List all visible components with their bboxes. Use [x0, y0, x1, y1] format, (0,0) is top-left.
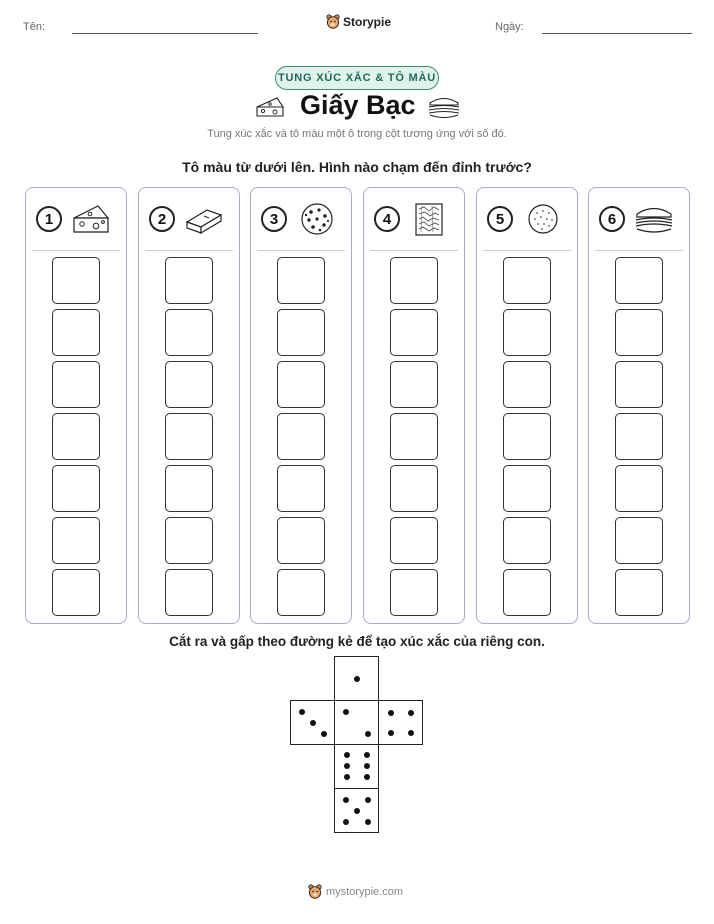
- sandwich-icon: [427, 93, 461, 121]
- color-cell[interactable]: [390, 257, 438, 304]
- column-number: 6: [599, 206, 625, 232]
- cookie-icon: [295, 202, 337, 236]
- column-2: [138, 187, 240, 624]
- page-title: Giấy Bạc: [300, 90, 416, 120]
- storypie-logo: [326, 14, 391, 30]
- color-cell[interactable]: [52, 361, 100, 408]
- die-face-5: [334, 788, 379, 833]
- color-cell[interactable]: [165, 361, 213, 408]
- column-1: [25, 187, 127, 624]
- footer-url: mystorypie.com: [326, 886, 404, 898]
- date-label: Ngày:: [495, 21, 524, 33]
- column-number: 5: [487, 206, 513, 232]
- column-number: 4: [374, 206, 400, 232]
- footer: [308, 884, 403, 900]
- die-face-3: [290, 700, 335, 745]
- column-4: [363, 187, 465, 624]
- color-cell[interactable]: [615, 517, 663, 564]
- color-cell[interactable]: [503, 257, 551, 304]
- coloring-instruction: Tô màu từ dưới lên. Hình nào chạm đến đỉnh trước?: [182, 159, 532, 175]
- color-cell[interactable]: [615, 257, 663, 304]
- bear-icon: [308, 884, 322, 900]
- cut-instruction: Cắt ra và gấp theo đường kẻ để tạo xúc xắc của riêng con.: [169, 634, 545, 649]
- sandwich-icon: [633, 202, 675, 236]
- column-number: 1: [36, 206, 62, 232]
- column-6: [588, 187, 690, 624]
- color-cell[interactable]: [390, 309, 438, 356]
- cheese-icon: [255, 95, 285, 119]
- column-5: [476, 187, 578, 624]
- color-cell[interactable]: [165, 413, 213, 460]
- color-cell[interactable]: [615, 413, 663, 460]
- butter-icon: [183, 202, 225, 236]
- column-number: 2: [149, 206, 175, 232]
- color-cell[interactable]: [277, 569, 325, 616]
- date-line: [542, 33, 692, 34]
- brand-name: Storypie: [343, 15, 392, 29]
- color-cell[interactable]: [503, 465, 551, 512]
- color-cell[interactable]: [277, 517, 325, 564]
- foil-sheet-icon: [408, 202, 450, 236]
- color-cell[interactable]: [390, 413, 438, 460]
- color-cell[interactable]: [277, 257, 325, 304]
- color-cell[interactable]: [52, 517, 100, 564]
- color-cell[interactable]: [390, 569, 438, 616]
- color-cell[interactable]: [52, 569, 100, 616]
- color-cell[interactable]: [390, 361, 438, 408]
- die-face-4: [378, 700, 423, 745]
- die-face-6: [334, 744, 379, 789]
- color-cell[interactable]: [277, 361, 325, 408]
- die-face-1: [334, 656, 379, 701]
- color-cell[interactable]: [52, 413, 100, 460]
- color-cell[interactable]: [503, 413, 551, 460]
- color-cell[interactable]: [615, 465, 663, 512]
- color-cell[interactable]: [52, 465, 100, 512]
- cracker-icon: [521, 202, 563, 236]
- color-cell[interactable]: [390, 465, 438, 512]
- color-cell[interactable]: [615, 361, 663, 408]
- color-cell[interactable]: [52, 257, 100, 304]
- column-number: 3: [261, 206, 287, 232]
- name-line: [72, 33, 258, 34]
- bear-icon: [326, 14, 340, 30]
- color-cell[interactable]: [390, 517, 438, 564]
- color-cell[interactable]: [277, 309, 325, 356]
- color-cell[interactable]: [615, 309, 663, 356]
- color-cell[interactable]: [277, 465, 325, 512]
- color-cell[interactable]: [503, 517, 551, 564]
- color-cell[interactable]: [165, 257, 213, 304]
- page-subtitle: Tung xúc xắc và tô màu một ô trong cột tương ứng với số đó.: [207, 128, 507, 140]
- color-cell[interactable]: [503, 361, 551, 408]
- color-cell[interactable]: [615, 569, 663, 616]
- activity-badge: TUNG XÚC XẮC & TÔ MÀU: [275, 66, 439, 90]
- color-cell[interactable]: [503, 309, 551, 356]
- color-cell[interactable]: [52, 309, 100, 356]
- color-cell[interactable]: [277, 413, 325, 460]
- color-cell[interactable]: [503, 569, 551, 616]
- color-cell[interactable]: [165, 309, 213, 356]
- column-3: [250, 187, 352, 624]
- die-face-2: [334, 700, 379, 745]
- color-cell[interactable]: [165, 517, 213, 564]
- cheese-icon: [70, 202, 112, 236]
- name-label: Tên:: [23, 21, 46, 33]
- color-cell[interactable]: [165, 465, 213, 512]
- color-cell[interactable]: [165, 569, 213, 616]
